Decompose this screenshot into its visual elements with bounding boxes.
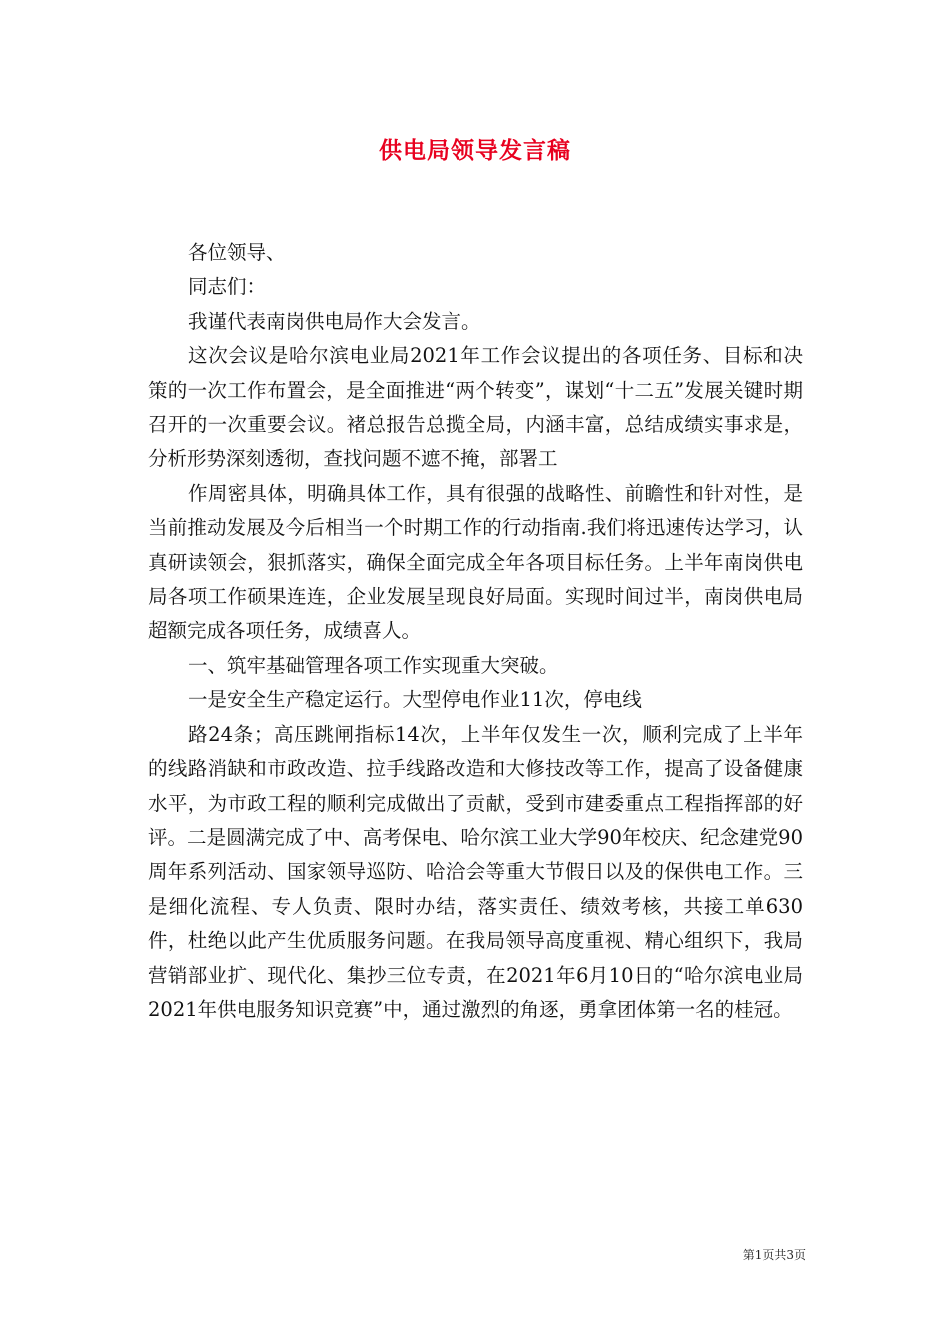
salutation-line-2: 同志们：: [188, 275, 267, 299]
salutation-line-1: 各位领导、: [188, 241, 286, 264]
section-heading-1: 一、筑牢基础管理各项工作实现重大突破。: [188, 653, 559, 677]
document-body: [148, 236, 803, 1027]
page-number: 第1页共3页: [742, 1248, 806, 1262]
safety-paragraph-start: 一是安全生产稳定运行。大型停电作业11次，停电线: [188, 688, 642, 712]
safety-paragraph-continued: 路24条；高压跳闸指标14次，上半年仅发生一次，顺利完成了上半年的线路消缺和市政改造、拉手线路改造和大修技改等工作，提高了设备健康水平，为市政工程的顺利完成做出了贡献，受到市建委重点工程指挥部的好评。二是圆满完成了中、高考保电、哈尔滨工业大学90年校庆、纪念建党90周年系列活动、国家领导巡防、哈洽会等重大节假日以及的保供电工作。三是细化流程、专人负责、限时办结，落实责任、绩效考核，共接工单630件，杜绝以此产生优质服务问题。在我局领导高度重视、精心组织下，我局营销部业扩、现代化、集抄三位专责，在2021年6月10日的“哈尔滨电业局2021年供电服务知识竞赛”中，通过激烈的角逐，勇拿团体第一名的桂冠。: [148, 722, 803, 1021]
work-summary-paragraph: 作周密具体，明确具体工作，具有很强的战略性、前瞻性和针对性，是当前推动发展及今后相当一个时期工作的行动指南.我们将迅速传达学习，认真研读领会，狠抓落实，确保全面完成全年各项目标任务。上半年南岗供电局各项工作硕果连连，企业发展呈现良好局面。实现时间过半，南岗供电局超额完成各项任务，成绩喜人。: [148, 481, 803, 643]
meeting-paragraph: 这次会议是哈尔滨电业局2021年工作会议提出的各项任务、目标和决策的一次工作布置会，是全面推进“两个转变”，谋划“十二五”发展关键时期召开的一次重要会议。褚总报告总揽全局，内涵丰富，总结成绩实事求是，分析形势深刻透彻，查找问题不遮不掩，部署工: [148, 344, 803, 471]
opening-paragraph: 我谨代表南岗供电局作大会发言。: [188, 309, 481, 333]
document-title: 供电局领导发言稿: [379, 137, 571, 164]
